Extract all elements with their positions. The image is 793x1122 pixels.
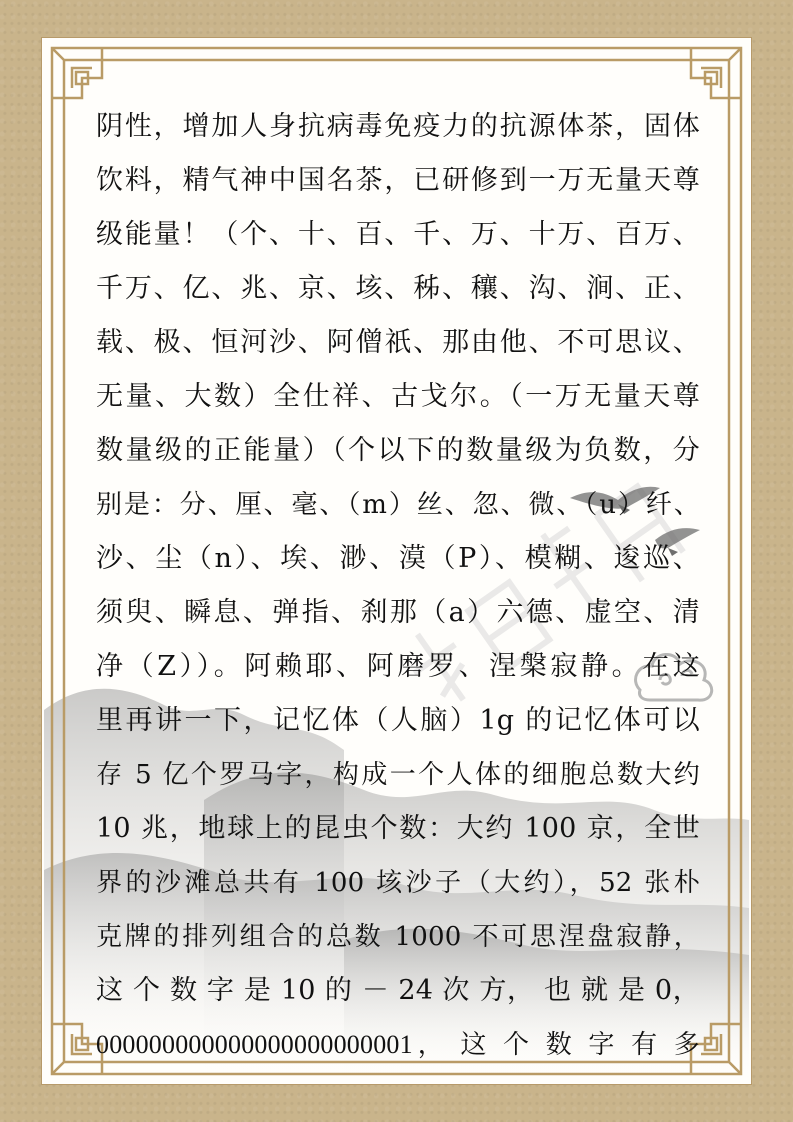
text-line: 存 5 亿个罗马字，构成一个人体的细胞总数大约 (96, 760, 700, 790)
text-line: 须臾、瞬息、弹指、刹那（a）六德、虚空、清 (96, 597, 700, 628)
text-line: 阴性，增加人身抗病毒免疫力的抗源体茶，固体 (96, 111, 700, 142)
text-line: 克牌的排列组合的总数 1000 不可思涅盘寂静， (96, 922, 700, 952)
text-line: 界的沙滩总共有 100 垓沙子（大约），52 张朴 (96, 868, 700, 898)
text-line: 载、极、恒河沙、阿僧祇、那由他、不可思议、 (96, 327, 700, 358)
text-line: 千万、亿、兆、京、垓、秭、穰、沟、涧、正、 (96, 273, 700, 304)
text-line: 数量级的正能量）（个以下的数量级为负数，分 (96, 435, 700, 466)
text-line: 000000000000000000000001， 这 个 数 字 有 多 (96, 1030, 700, 1059)
text-line: 这 个 数 字 是 10 的 － 24 次 方， 也 就 是 0， (96, 975, 700, 1006)
text-line: 10 兆，地球上的昆虫个数：大约 100 京，全世 (96, 813, 700, 844)
article-body (96, 100, 700, 1072)
text-line: 沙、尘（n）、埃、渺、漠（P）、模糊、逡巡、 (96, 543, 700, 574)
text-line: 别是：分、厘、毫、（m）丝、忽、微、（u）纤、 (96, 490, 700, 520)
text-line: 无量、大数）全仕祥、古戈尔。（一万无量天尊 (96, 381, 700, 412)
text-line: 净（Z））。阿赖耶、阿磨罗、涅槃寂静。在这 (96, 651, 700, 682)
text-line: 级能量！（个、十、百、千、万、十万、百万、 (96, 219, 700, 250)
text-line: 饮料，精气神中国名茶，已研修到一万无量天尊 (96, 165, 700, 196)
text-line: 里再讲一下，记忆体（人脑）1g 的记忆体可以 (96, 705, 700, 736)
